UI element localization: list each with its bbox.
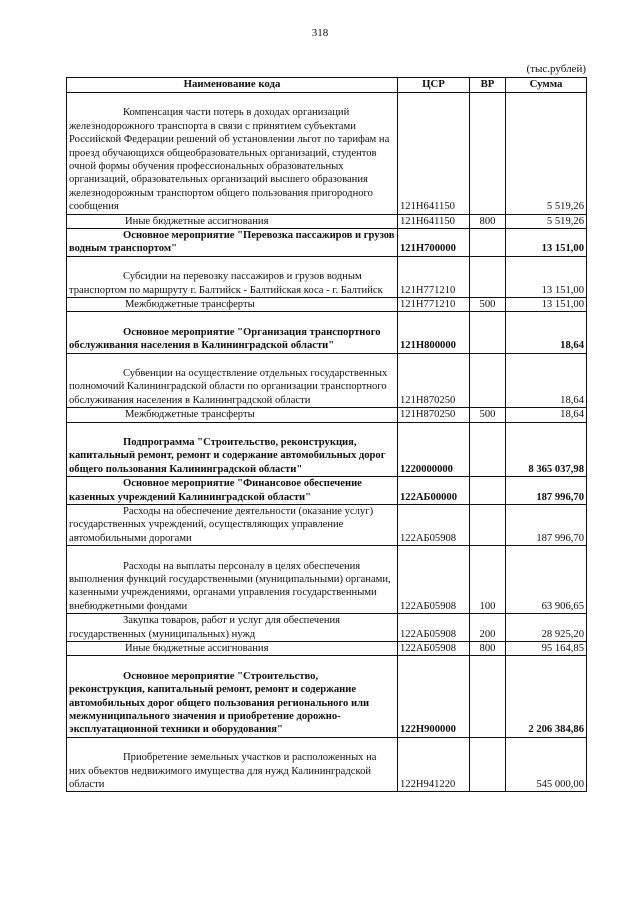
table-row [67, 614, 587, 642]
cell-name: Основное мероприятие "Организация транспортного обслуживания населения в Калининградской области" [67, 312, 398, 353]
cell-vr [470, 229, 506, 257]
cell-vr [470, 656, 506, 737]
cell-sum: 95 164,85 [506, 642, 587, 656]
cell-name: Расходы на обеспечение деятельности (оказание услуг) государственных учреждений, осуществляющих управление автомобильными дорогами [67, 505, 398, 546]
cell-vr: 200 [470, 614, 506, 642]
cell-csr: 121Н700000 [398, 229, 470, 257]
table-row [67, 737, 587, 792]
cell-vr [470, 422, 506, 477]
cell-name: Приобретение земельных участков и расположенных на них объектов недвижимого имущества для нужд Калининградской области [67, 737, 398, 792]
cell-csr: 121Н870250 [398, 353, 470, 408]
cell-vr [470, 477, 506, 505]
cell-name: Межбюджетные трансферты [67, 408, 398, 422]
page-number: 318 [311, 27, 329, 39]
cell-sum: 18,64 [506, 353, 587, 408]
cell-name: Иные бюджетные ассигнования [67, 642, 398, 656]
cell-sum: 18,64 [506, 312, 587, 353]
table-row [67, 353, 587, 408]
cell-csr: 122АБ00000 [398, 477, 470, 505]
table-row [67, 214, 587, 228]
cell-sum: 13 151,00 [506, 298, 587, 312]
cell-vr: 800 [470, 642, 506, 656]
cell-sum: 5 519,26 [506, 93, 587, 215]
cell-name: Расходы на выплаты персоналу в целях обеспечения выполнения функций государственными (муниципальными) органами, казенными учреждениями, органами управления государственными внебюджетными фондами [67, 546, 398, 614]
cell-csr: 1220000000 [398, 422, 470, 477]
cell-name: Подпрограмма "Строительство, реконструкция, капитальный ремонт, ремонт и содержание автомобильных дорог общего пользования Калининградской области" [67, 422, 398, 477]
cell-sum: 28 925,20 [506, 614, 587, 642]
cell-vr [470, 312, 506, 353]
cell-name: Основное мероприятие "Финансовое обеспечение казенных учреждений Калининградской области" [67, 477, 398, 505]
cell-vr [470, 737, 506, 792]
cell-vr [470, 256, 506, 297]
cell-csr: 121Н870250 [398, 408, 470, 422]
cell-sum: 187 996,70 [506, 477, 587, 505]
table-row [67, 229, 587, 257]
cell-sum: 63 906,65 [506, 546, 587, 614]
cell-name: Субвенции на осуществление отдельных государственных полномочий Калининградской области по организации транспортного обслуживания населения в Калининградской области [67, 353, 398, 408]
table-header-row [67, 78, 587, 93]
table-row [67, 477, 587, 505]
cell-csr: 122АБ05908 [398, 642, 470, 656]
table-row [67, 256, 587, 297]
cell-sum: 18,64 [506, 408, 587, 422]
cell-vr [470, 93, 506, 215]
cell-name: Компенсация части потерь в доходах организаций железнодорожного транспорта в связи с принятием субъектами Российской Федерации решений об установлении льгот по тарифам на проезд обучающихся общеобразовательных организаций, студентов очной формы обучения профессиональных образовательных организаций, образовательных организаций высшего образования железнодорожным транспортом общего пользования пригородного сообщения [67, 93, 398, 215]
cell-csr: 122АБ05908 [398, 505, 470, 546]
cell-sum: 2 206 384,86 [506, 656, 587, 737]
cell-csr: 121Н641150 [398, 93, 470, 215]
cell-vr: 800 [470, 214, 506, 228]
header-name: Наименование кода [67, 78, 398, 93]
cell-csr: 122Н900000 [398, 656, 470, 737]
header-sum: Сумма [506, 78, 587, 93]
cell-vr [470, 353, 506, 408]
table-row [67, 642, 587, 656]
cell-sum: 545 000,00 [506, 737, 587, 792]
cell-name: Закупка товаров, работ и услуг для обеспечения государственных (муниципальных) нужд [67, 614, 398, 642]
header-vr: ВР [470, 78, 506, 93]
table-row [67, 298, 587, 312]
cell-vr [470, 505, 506, 546]
cell-csr: 121Н641150 [398, 214, 470, 228]
cell-name: Основное мероприятие "Перевозка пассажиров и грузов водным транспортом" [67, 229, 398, 257]
cell-sum: 8 365 037,98 [506, 422, 587, 477]
cell-csr: 122АБ05908 [398, 546, 470, 614]
cell-sum: 5 519,26 [506, 214, 587, 228]
table-row [67, 505, 587, 546]
cell-name: Межбюджетные трансферты [67, 298, 398, 312]
cell-csr: 121Н800000 [398, 312, 470, 353]
cell-name: Субсидии на перевозку пассажиров и грузов водным транспортом по маршруту г. Балтийск - Балтийская коса - г. Балтийск [67, 256, 398, 297]
table-row [67, 408, 587, 422]
table-row [67, 422, 587, 477]
cell-sum: 13 151,00 [506, 256, 587, 297]
table-row [67, 312, 587, 353]
cell-sum: 13 151,00 [506, 229, 587, 257]
cell-vr: 500 [470, 298, 506, 312]
cell-sum: 187 996,70 [506, 505, 587, 546]
cell-name: Основное мероприятие "Строительство, реконструкция, капитальный ремонт, ремонт и содержание автомобильных дорог общего пользования регионального или межмуниципального значения и приобретение дорожно-эксплуатационной техники и оборудования" [67, 656, 398, 737]
cell-name: Иные бюджетные ассигнования [67, 214, 398, 228]
cell-csr: 122АБ05908 [398, 614, 470, 642]
cell-csr: 121Н771210 [398, 256, 470, 297]
budget-table [66, 77, 587, 792]
table-row [67, 546, 587, 614]
header-csr: ЦСР [398, 78, 470, 93]
cell-vr: 500 [470, 408, 506, 422]
units-label: (тыс.рублей) [526, 63, 586, 75]
cell-csr: 121Н771210 [398, 298, 470, 312]
table-row [67, 93, 587, 215]
cell-csr: 122Н941220 [398, 737, 470, 792]
cell-vr: 100 [470, 546, 506, 614]
table-row [67, 656, 587, 737]
